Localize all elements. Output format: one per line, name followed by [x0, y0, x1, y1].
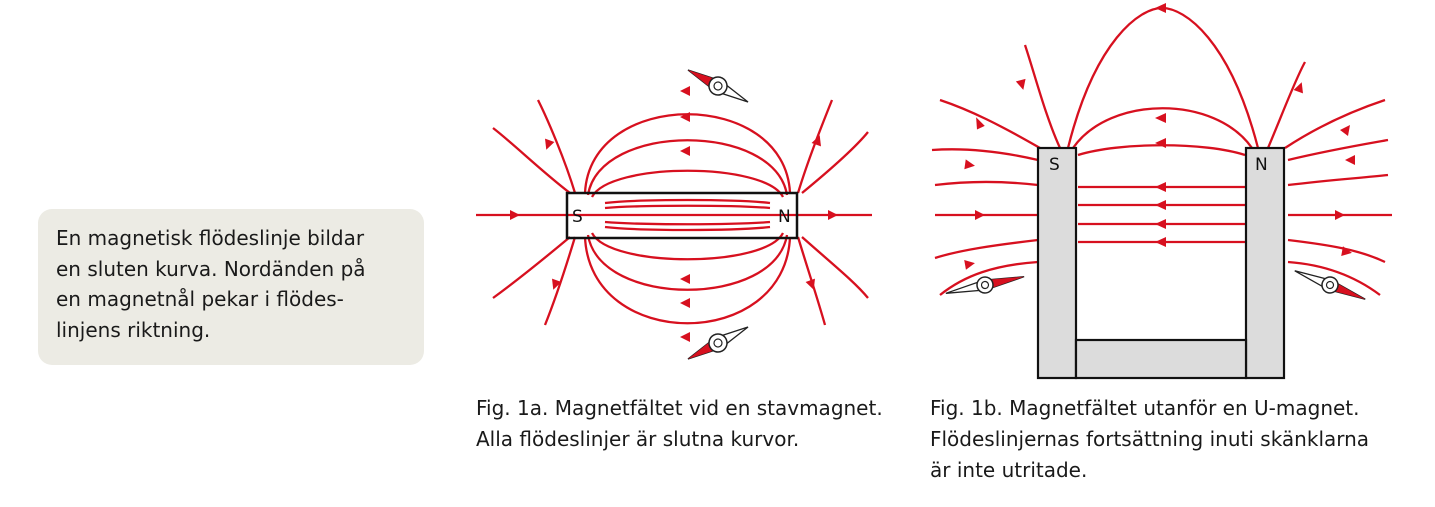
note-line-3: en magnetnål pekar i flödes- [56, 287, 344, 311]
fig1b-caption-line-3: är inte utritade. [930, 458, 1088, 482]
compass-needle-icon [684, 62, 752, 110]
info-note-box [38, 209, 424, 365]
fig1a-caption-line-2: Alla flödeslinjer är slutna kurvor. [476, 427, 800, 451]
compass-needle-icon [684, 319, 752, 367]
bar-magnet-north-label: N [778, 207, 791, 227]
u-magnet [1038, 148, 1284, 378]
field-lines [932, 8, 1392, 295]
u-magnet-figure [925, 0, 1395, 385]
note-line-4: linjens riktning. [56, 317, 211, 342]
bar-magnet-south-label: S [572, 207, 583, 227]
fig1a-caption-line-1: Fig. 1a. Magnetfältet vid en stavmagnet. [476, 396, 883, 420]
note-line-1: En magnetisk flödeslinje bildar [56, 226, 365, 250]
field-lines [476, 100, 872, 325]
bar-magnet-figure [470, 55, 880, 375]
fig1b-caption-line-1: Fig. 1b. Magnetfältet utanför en U-magnet. [930, 396, 1360, 420]
field-arrows [964, 3, 1355, 270]
fig1b-caption-line-2: Flödeslinjernas fortsättning inuti skänklarna [930, 427, 1370, 451]
note-line-2: en sluten kurva. Nordänden på [56, 256, 366, 281]
fig1b-caption [930, 393, 1369, 486]
fig1a-caption [476, 393, 883, 455]
u-magnet-south-label: S [1049, 155, 1060, 175]
u-magnet-north-label: N [1255, 155, 1268, 175]
